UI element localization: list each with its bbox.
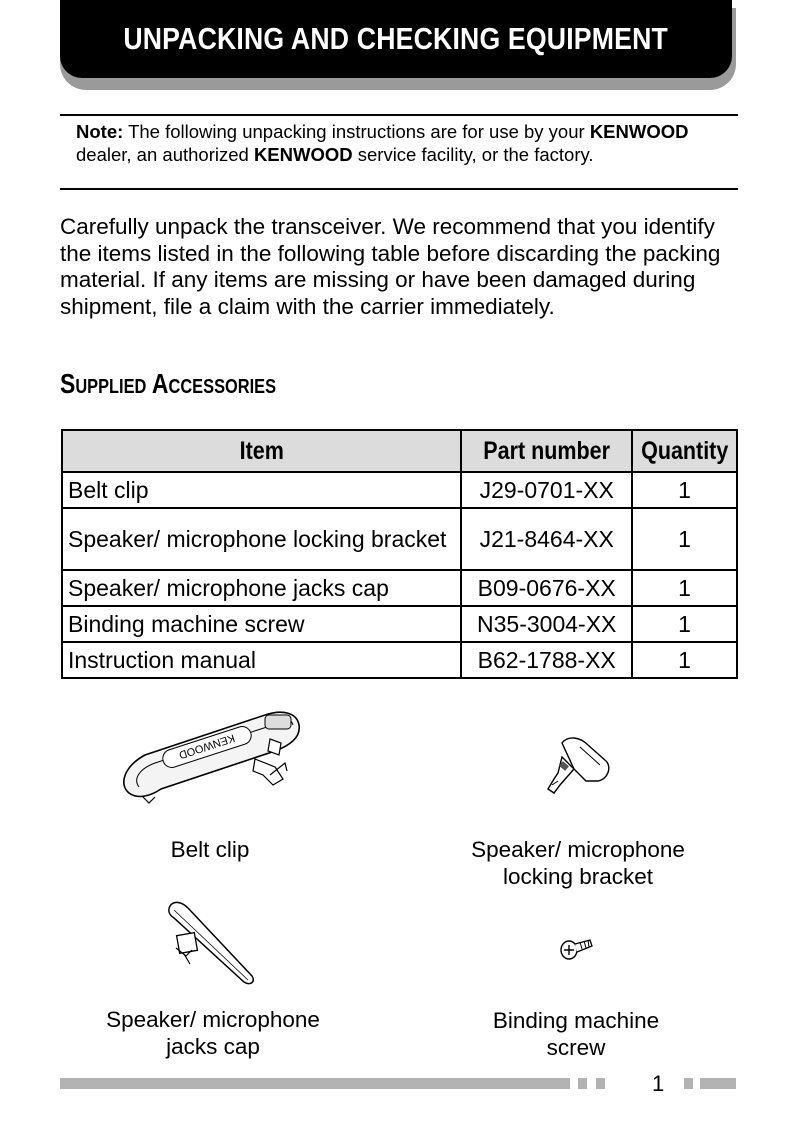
table-header-row xyxy=(62,430,737,472)
note-label: Note: xyxy=(76,121,124,142)
table-row xyxy=(62,472,737,508)
footer-square xyxy=(596,1078,605,1089)
header-part-number: Part number xyxy=(461,430,632,472)
table-row xyxy=(62,606,737,642)
section-title: Supplied Accessories xyxy=(60,368,277,399)
note-text-3: service facility, or the factory. xyxy=(352,144,594,165)
part-number-cell: B09-0676-XX xyxy=(461,570,632,606)
note-text-2: dealer, an authorized xyxy=(76,144,254,165)
note-brand-1: KENWOOD xyxy=(589,121,689,142)
quantity-cell: 1 xyxy=(632,570,737,606)
part-number-cell: B62-1788-XX xyxy=(461,642,632,678)
table-row xyxy=(62,508,737,570)
jacks-cap-caption: Speaker/ microphone jacks cap xyxy=(106,1007,320,1059)
screw-caption: Binding machine screw xyxy=(492,1008,660,1060)
screw-illustration xyxy=(558,932,596,962)
item-cell: Speaker/ microphone locking bracket xyxy=(62,508,461,570)
page-number: 1 xyxy=(652,1071,665,1096)
item-cell: Speaker/ microphone jacks cap xyxy=(62,570,461,606)
note-text-1: The following unpacking instructions are for use by your xyxy=(123,121,590,142)
item-cell: Binding machine screw xyxy=(62,606,461,642)
footer-square xyxy=(684,1078,693,1089)
note-brand-2: KENWOOD xyxy=(253,144,353,165)
item-cell: Instruction manual xyxy=(62,642,461,678)
footer-bar-right xyxy=(700,1078,736,1089)
header-item: Item xyxy=(62,430,461,472)
quantity-cell: 1 xyxy=(632,472,737,508)
locking-bracket-illustration xyxy=(540,735,615,800)
belt-clip-caption: Belt clip xyxy=(170,837,250,862)
intro-paragraph: Carefully unpack the transceiver. We recommend that you identify the items listed in the following table before discarding the packing material. If any items are missing or have been damaged during shipment, file a claim with the carrier immediately. xyxy=(60,214,721,319)
jacks-cap-illustration xyxy=(160,898,260,988)
page-title: UNPACKING AND CHECKING EQUIPMENT xyxy=(123,21,669,56)
accessories-table xyxy=(61,429,738,679)
quantity-cell: 1 xyxy=(632,606,737,642)
item-cell: Belt clip xyxy=(62,472,461,508)
page-header xyxy=(60,0,732,78)
footer-square xyxy=(578,1078,587,1089)
part-number-cell: J21-8464-XX xyxy=(461,508,632,570)
table-row xyxy=(62,570,737,606)
part-number-cell: J29-0701-XX xyxy=(461,472,632,508)
quantity-cell: 1 xyxy=(632,642,737,678)
header-quantity: Quantity xyxy=(632,430,737,472)
table-row xyxy=(62,642,737,678)
footer-bar-left xyxy=(60,1078,570,1089)
quantity-cell: 1 xyxy=(632,508,737,570)
locking-bracket-caption: Speaker/ microphone locking bracket xyxy=(471,837,685,889)
part-number-cell: N35-3004-XX xyxy=(461,606,632,642)
note-box xyxy=(60,114,738,190)
belt-clip-illustration xyxy=(115,705,315,810)
belt-clip-logo-text: KENWOOD xyxy=(177,731,237,761)
